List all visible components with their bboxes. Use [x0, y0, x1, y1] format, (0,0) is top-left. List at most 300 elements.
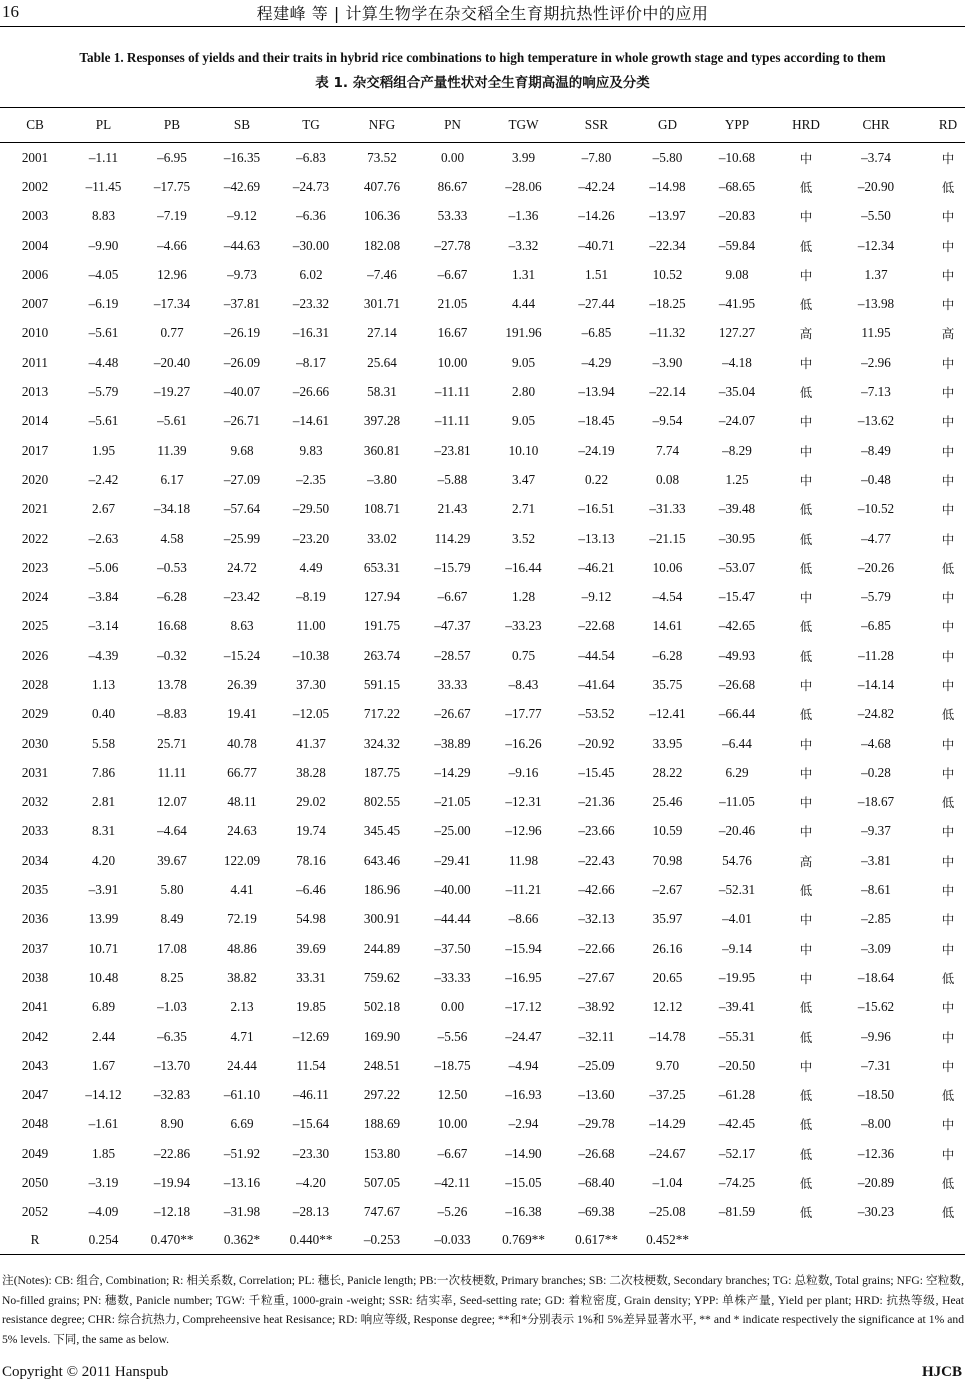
table-cell: 低 [941, 1205, 955, 1221]
table-cell: 低 [941, 795, 955, 811]
table-cell: 48.11 [227, 794, 257, 810]
table-cell: –14.90 [505, 1145, 542, 1161]
table-cell: –39.48 [718, 501, 756, 517]
table-cell: –3.84 [88, 589, 119, 605]
table-cell: –12.69 [292, 1028, 330, 1044]
table-cell: 360.81 [363, 442, 401, 458]
table-cell: –6.35 [157, 1028, 187, 1044]
table-cell: 188.69 [363, 1116, 401, 1132]
table-cell: 8.25 [160, 969, 184, 985]
table-cell: –28.13 [292, 1204, 330, 1220]
table-cell: –28.57 [434, 647, 471, 663]
table-cell: –6.28 [652, 647, 683, 663]
table-cell: –10.68 [718, 149, 756, 165]
table-cell: –18.50 [857, 1087, 895, 1103]
table-cell: 9.08 [725, 266, 749, 282]
table-row [0, 202, 965, 231]
table-cell: 4.58 [160, 530, 184, 546]
table-cell: –22.14 [649, 384, 686, 400]
table-cell: –11.11 [434, 384, 471, 400]
table-cell: 591.15 [363, 676, 401, 692]
column-header-chr: CHR [841, 108, 911, 143]
table-cell: 40.78 [227, 735, 257, 751]
table-cell: –4.48 [88, 354, 119, 370]
column-header-hrd: HRD [771, 108, 841, 143]
table-row [0, 700, 965, 729]
column-header-cb: CB [0, 108, 70, 143]
table-cell: –9.12 [581, 589, 612, 605]
table-cell: 1.25 [725, 471, 749, 487]
table-cell: –4.77 [861, 530, 891, 546]
table-cell: –9.14 [722, 940, 752, 956]
table-row [0, 407, 965, 436]
table-cell: 中 [941, 1146, 955, 1162]
table-cell: 低 [799, 238, 813, 254]
table-cell: 2.67 [91, 501, 116, 517]
table-cell: 10.48 [88, 969, 119, 985]
table-cell: –20.50 [718, 1057, 756, 1073]
table-cell: –5.61 [157, 413, 187, 429]
table-cell: –13.97 [649, 208, 686, 224]
table-cell: 653.31 [363, 559, 401, 575]
table-cell: –8.19 [296, 589, 326, 605]
table-cell [911, 1227, 965, 1255]
column-header-ssr: SSR [561, 108, 632, 143]
table-cell: –33.33 [434, 969, 471, 985]
table-cell: 27.14 [367, 325, 397, 341]
table-cell: –20.92 [578, 735, 615, 751]
table-row [0, 846, 965, 875]
table-cell: 2041 [21, 999, 49, 1015]
table-cell: –9.16 [508, 764, 539, 780]
table-row [0, 524, 965, 553]
table-cell: 高 [941, 326, 955, 342]
table-row [0, 1051, 965, 1080]
table-cell: 6.02 [299, 266, 323, 282]
table-cell: –3.80 [367, 471, 397, 487]
table-cell: 41.37 [296, 735, 326, 751]
table-cell: –17.75 [153, 178, 191, 194]
table-cell: –21.15 [649, 530, 686, 546]
table-cell: 747.67 [363, 1204, 401, 1220]
table-cell: –15.47 [718, 589, 756, 605]
table-cell: –30.23 [857, 1204, 895, 1220]
table-cell: 低 [799, 385, 813, 401]
table-cell: –8.29 [722, 442, 752, 458]
table-cell: 5.80 [160, 882, 184, 898]
table-cell: –34.18 [153, 501, 191, 517]
table-cell: –29.41 [434, 852, 471, 868]
table-cell: –6.28 [157, 589, 187, 605]
table-cell: 10.59 [652, 823, 683, 839]
table-cell: 10.10 [508, 442, 539, 458]
table-cell: –13.16 [223, 1175, 261, 1191]
table-cell: –20.26 [857, 559, 895, 575]
table-cell: 中 [941, 765, 955, 781]
table-cell: –1.03 [157, 999, 187, 1015]
table-cell: 39.67 [157, 852, 187, 868]
table-cell: –25.09 [578, 1057, 615, 1073]
table-cell: 263.74 [363, 647, 401, 663]
table-row [0, 641, 965, 670]
table-cell: –15.64 [292, 1116, 330, 1132]
table-cell: –32.83 [153, 1087, 191, 1103]
table-cell: 8.63 [230, 618, 254, 634]
table-cell: –5.61 [88, 325, 119, 341]
table-cell: –6.83 [296, 149, 326, 165]
table-cell: –2.94 [508, 1116, 539, 1132]
table-cell: –32.11 [578, 1028, 615, 1044]
table-cell: 2052 [21, 1204, 49, 1220]
table-cell: –22.66 [578, 940, 615, 956]
table-cell: 低 [799, 648, 813, 664]
table-cell: –8.43 [508, 676, 539, 692]
table-row [0, 612, 965, 641]
table-cell: 3.52 [511, 530, 536, 546]
table-cell: –7.31 [861, 1057, 891, 1073]
table-cell: 122.09 [223, 852, 261, 868]
table-cell: 11.54 [296, 1057, 326, 1073]
table-cell: 2032 [21, 794, 49, 810]
table-cell: –4.18 [722, 354, 752, 370]
table-cell: –18.75 [434, 1057, 471, 1073]
table-cell: 2042 [21, 1028, 49, 1044]
table-cell: –26.09 [223, 354, 261, 370]
table-cell: 中 [799, 443, 813, 459]
table-cell: 中 [941, 472, 955, 488]
table-cell: 324.32 [363, 735, 401, 751]
table-row [0, 670, 965, 699]
table-cell: –42.65 [718, 618, 756, 634]
table-cell: 300.91 [363, 911, 401, 927]
table-cell: –42.69 [223, 178, 261, 194]
journal-abbrev: HJCB [921, 1364, 962, 1380]
column-header-nfg: NFG [345, 108, 419, 143]
table-cell: 28.22 [652, 764, 683, 780]
table-cell: –68.40 [578, 1175, 615, 1191]
table-cell: 33.95 [652, 735, 683, 751]
table-cell: –44.44 [434, 911, 471, 927]
table-cell: –2.96 [861, 354, 891, 370]
table-cell: 186.96 [363, 882, 401, 898]
table-cell: –41.95 [718, 296, 756, 312]
table-cell: 中 [941, 502, 955, 518]
table-cell: 4.20 [91, 852, 116, 868]
table-cell: –16.35 [223, 149, 261, 165]
table-cell: –15.24 [223, 647, 261, 663]
table-cell: –13.94 [578, 384, 615, 400]
table-cell: –20.46 [718, 823, 756, 839]
table-cell: –12.31 [505, 794, 542, 810]
table-cell: 11.95 [861, 325, 891, 341]
table-cell: 0.769** [486, 1227, 561, 1255]
table-cell: –17.12 [505, 999, 542, 1015]
table-cell: –53.07 [718, 559, 756, 575]
table-cell: –9.54 [652, 413, 683, 429]
table-cell: –0.53 [157, 559, 187, 575]
table-cell: –24.73 [292, 178, 330, 194]
table-cell: 24.72 [227, 559, 257, 575]
table-cell: 58.31 [367, 384, 397, 400]
table-cell: 0.08 [655, 471, 680, 487]
table-cell: 中 [941, 1058, 955, 1074]
table-cell: –32.13 [578, 911, 615, 927]
table-row [0, 553, 965, 582]
table-cell: –20.83 [718, 208, 756, 224]
table-cell: –4.54 [652, 589, 683, 605]
table-cell: –29.78 [578, 1116, 615, 1132]
table-cell: 19.85 [296, 999, 326, 1015]
table-cell: 48.86 [227, 940, 257, 956]
table-cell: 2021 [21, 501, 49, 517]
table-row [0, 1081, 965, 1110]
table-cell: –26.71 [223, 413, 261, 429]
table-cell: –24.67 [649, 1145, 686, 1161]
table-cell: –39.41 [718, 999, 756, 1015]
table-cell: 10.71 [88, 940, 119, 956]
table-cell: 中 [799, 765, 813, 781]
table-cell: 301.71 [363, 296, 401, 312]
table-cell: 中 [799, 209, 813, 225]
table-cell: 759.62 [363, 969, 401, 985]
table-cell: 中 [941, 1117, 955, 1133]
column-header-tg: TG [277, 108, 345, 143]
table-cell: –0.32 [157, 647, 187, 663]
table-cell: –13.98 [857, 296, 895, 312]
table-cell: –40.07 [223, 384, 261, 400]
table-cell: –13.70 [153, 1057, 191, 1073]
table-cell: 2002 [21, 178, 49, 194]
table-cell: –11.05 [719, 794, 755, 810]
table-cell: 低 [799, 1176, 813, 1192]
table-cell: 21.43 [437, 501, 468, 517]
table-row [0, 289, 965, 318]
table-cell: 38.82 [227, 969, 257, 985]
table-cell: 中 [941, 531, 955, 547]
table-cell: 1.28 [511, 589, 536, 605]
table-cell: –61.10 [223, 1087, 261, 1103]
table-cell: –16.38 [505, 1204, 542, 1220]
table-cell: 低 [941, 1176, 955, 1192]
table-cell: 2050 [21, 1175, 49, 1191]
table-cell: –66.44 [718, 706, 756, 722]
table-cell: –52.31 [718, 882, 756, 898]
table-cell: 37.30 [296, 676, 326, 692]
table-cell: 106.36 [363, 208, 401, 224]
table-cell: –6.95 [157, 149, 187, 165]
table-cell: 2024 [21, 589, 49, 605]
table-cell: –31.33 [649, 501, 686, 517]
table-cell: –5.56 [437, 1028, 468, 1044]
table-row [0, 143, 965, 173]
table-cell: 4.41 [230, 882, 254, 898]
table-cell: –37.81 [223, 296, 261, 312]
table-cell: 2037 [21, 940, 49, 956]
table-cell: 21.05 [437, 296, 468, 312]
table-cell: –55.31 [718, 1028, 756, 1044]
table-cell: –5.50 [861, 208, 891, 224]
table-cell: 24.63 [227, 823, 257, 839]
table-cell: 4.44 [511, 296, 536, 312]
table-cell: –12.05 [292, 706, 330, 722]
table-cell: –0.48 [861, 471, 891, 487]
table-cell: –15.05 [505, 1175, 542, 1191]
table-cell: 中 [941, 297, 955, 313]
table-cell: 70.98 [652, 852, 683, 868]
table-cell: 25.71 [157, 735, 187, 751]
table-cell: 345.45 [363, 823, 401, 839]
table-row [0, 582, 965, 611]
table-cell: –5.80 [652, 149, 683, 165]
table-cell: –6.85 [581, 325, 612, 341]
table-cell: –6.46 [296, 882, 326, 898]
table-cell: 54.76 [722, 852, 752, 868]
table-cell: 1.13 [91, 676, 116, 692]
table-cell: 5.58 [91, 735, 116, 751]
table-cell: 2049 [21, 1145, 49, 1161]
table-cell: –6.36 [296, 208, 326, 224]
table-cell: 11.11 [157, 764, 187, 780]
table-cell: 0.617** [561, 1227, 632, 1255]
table-row [0, 875, 965, 904]
table-cell: 1.31 [511, 266, 536, 282]
table-row [0, 260, 965, 289]
table-cell: –23.20 [292, 530, 330, 546]
table-cell: 8.49 [160, 911, 184, 927]
table-cell: –53.52 [578, 706, 615, 722]
table-cell: –11.28 [858, 647, 894, 663]
table-cell: 2043 [21, 1057, 49, 1073]
table-cell: –6.44 [722, 735, 752, 751]
table-cell: 2022 [21, 530, 49, 546]
column-header-ypp: YPP [703, 108, 771, 143]
table-cell: 中 [799, 824, 813, 840]
table-cell: 低 [941, 560, 955, 576]
table-cell: 低 [799, 1029, 813, 1045]
table-cell: 72.19 [227, 911, 257, 927]
table-cell: 153.80 [363, 1145, 401, 1161]
table-cell: –69.38 [578, 1204, 615, 1220]
table-cell: –12.96 [505, 823, 542, 839]
table-cell: 中 [799, 941, 813, 957]
table-cell: –6.19 [88, 296, 119, 312]
table-cell: –3.14 [88, 618, 119, 634]
table-cell: 0.00 [440, 149, 465, 165]
table-cell: 2030 [21, 735, 49, 751]
table-cell: –74.25 [718, 1175, 756, 1191]
table-row [0, 788, 965, 817]
table-cell: 中 [799, 912, 813, 928]
table-cell: –12.18 [153, 1204, 191, 1220]
table-cell: 9.05 [511, 413, 536, 429]
table-cell: 高 [799, 853, 813, 869]
table-cell: –8.49 [861, 442, 891, 458]
table-cell: –52.17 [718, 1145, 756, 1161]
table-cell: –13.60 [578, 1087, 615, 1103]
table-cell: 低 [799, 179, 813, 195]
table-cell: –26.67 [434, 706, 471, 722]
table-cell: –2.63 [88, 530, 119, 546]
table-cell: 25.64 [367, 354, 397, 370]
table-cell: –11.32 [649, 325, 686, 341]
table-cell: –6.67 [437, 1145, 468, 1161]
table-cell: 2035 [21, 882, 49, 898]
table-cell: –3.90 [652, 354, 683, 370]
table-cell: –15.94 [505, 940, 542, 956]
table-cell: 297.22 [363, 1087, 401, 1103]
table-cell: 191.75 [363, 618, 401, 634]
table-cell: –16.95 [505, 969, 542, 985]
table-cell: 中 [799, 267, 813, 283]
table-cell: –38.92 [578, 999, 615, 1015]
table-cell: –25.08 [649, 1204, 686, 1220]
table-cell: 中 [941, 590, 955, 606]
table-cell: –41.64 [578, 676, 615, 692]
table-row [0, 1110, 965, 1139]
table-cell: 0.470** [137, 1227, 207, 1255]
table-cell [703, 1227, 771, 1255]
table-cell: 低 [799, 297, 813, 313]
table-cell: –16.51 [578, 501, 615, 517]
column-header-gd: GD [632, 108, 703, 143]
table-cell: –24.19 [578, 442, 615, 458]
table-cell: 9.83 [299, 442, 323, 458]
table-cell: –26.19 [223, 325, 261, 341]
table-cell: –19.27 [153, 384, 191, 400]
table-cell: –2.67 [652, 882, 683, 898]
table-cell: –23.32 [292, 296, 330, 312]
table-cell: 10.00 [437, 354, 468, 370]
table-cell: 244.89 [363, 940, 401, 956]
table-cell: –7.19 [157, 208, 187, 224]
table-cell: 2026 [21, 647, 49, 663]
table-cell: 低 [799, 883, 813, 899]
column-header-pn: PN [419, 108, 486, 143]
table-cell: 中 [941, 677, 955, 693]
table-cell: 2023 [21, 559, 49, 575]
table-cell: 9.70 [655, 1057, 680, 1073]
table-cell: 33.31 [296, 969, 326, 985]
correlation-row [0, 1227, 965, 1255]
table-cell: –4.39 [88, 647, 119, 663]
table-cell: 低 [799, 1205, 813, 1221]
table-cell: 10.52 [652, 266, 683, 282]
table-cell: 2017 [21, 442, 49, 458]
table-cell: –46.11 [293, 1087, 329, 1103]
table-cell: –4.66 [157, 237, 187, 253]
table-cell: –14.29 [434, 764, 471, 780]
table-cell: 0.22 [584, 471, 609, 487]
table-cell: 2001 [21, 149, 49, 165]
table-cell: 6.29 [725, 764, 749, 780]
table-cell: –8.00 [861, 1116, 891, 1132]
table-cell: –1.36 [508, 208, 539, 224]
table-cell: 9.68 [230, 442, 254, 458]
table-cell: –0.28 [861, 764, 891, 780]
table-cell: 191.96 [505, 325, 542, 341]
table-cell: 2014 [21, 413, 49, 429]
table-cell: –7.13 [861, 384, 891, 400]
table-cell: –4.94 [508, 1057, 539, 1073]
table-cell: –40.71 [578, 237, 615, 253]
table-cell: 717.22 [363, 706, 401, 722]
table-row [0, 1168, 965, 1197]
table-cell: –37.50 [434, 940, 471, 956]
table-cell: 16.68 [157, 618, 187, 634]
table-cell: 中 [941, 355, 955, 371]
table-cell: 25.46 [652, 794, 683, 810]
table-cell: –11.21 [505, 882, 542, 898]
